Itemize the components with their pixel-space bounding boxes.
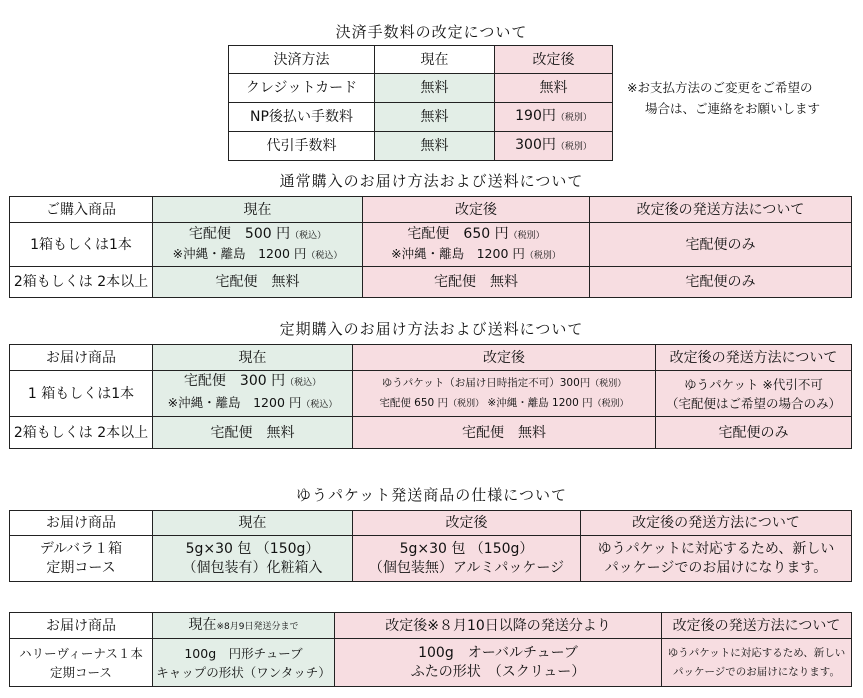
- regular-header-after: 改定後: [363, 197, 590, 223]
- payment-change-note: ※お支払方法のご変更をご希望の 場合は、ご連絡をお願いします: [627, 80, 821, 116]
- hv-header-current: 現在※8月9日発送分まで: [153, 613, 335, 639]
- section1-title: 決済手数料の改定について: [335, 23, 528, 41]
- spec-row-method: ゆうパケットに対応するため、新しい パッケージでのお届けになります。: [581, 536, 852, 582]
- regular-header-product: ご購入商品: [10, 197, 153, 223]
- spec-header-current: 現在: [153, 511, 353, 536]
- spec-row-product: デルバラ１箱 定期コース: [10, 536, 153, 582]
- hv-header-after: 改定後※８月10日以降の発送分より: [335, 613, 662, 639]
- spec-row-current: 5g×30 包 （150g） （個包装有）化粧箱入: [153, 536, 353, 582]
- subscription-shipping-table: [9, 344, 852, 449]
- hv-row-after: 100g オーバルチューブ ふたの形状 （スクリュー）: [335, 639, 662, 687]
- fee-row-after: 無料: [495, 74, 613, 103]
- regular-header-current: 現在: [153, 197, 363, 223]
- sub-row-current: 宅配便 300 円（税込） ※沖縄・離島 1200 円（税込）: [153, 371, 353, 417]
- fee-row-after: 190円（税別）: [495, 103, 613, 132]
- fee-row-after: 300円（税別）: [495, 132, 613, 161]
- sub-row-current: 宅配便 無料: [153, 417, 353, 449]
- hv-row-product: ハリーヴィーナス１本 定期コース: [10, 639, 153, 687]
- hv-header-method: 改定後の発送方法について: [662, 613, 852, 639]
- sub-header-product: お届け商品: [10, 345, 153, 371]
- fee-row-method: クレジットカード: [229, 74, 375, 103]
- fee-row-current: 無料: [375, 103, 495, 132]
- regular-row-after: 宅配便 650 円（税別） ※沖縄・離島 1200 円（税別）: [363, 223, 590, 267]
- fee-table: [228, 45, 613, 161]
- section4-title: ゆうパケット発送商品の仕様について: [296, 486, 567, 504]
- harry-venus-spec-table: [9, 612, 852, 687]
- regular-header-method: 改定後の発送方法について: [590, 197, 852, 223]
- spec-header-product: お届け商品: [10, 511, 153, 536]
- yupacket-spec-table: [9, 510, 852, 582]
- regular-row-method: 宅配便のみ: [590, 223, 852, 267]
- sub-row-after: ゆうパケット（お届け日時指定不可）300円（税別） 宅配便 650 円（税別） ※沖縄・離島 1200 円（税別）: [353, 371, 656, 417]
- section2-title: 通常購入のお届け方法および送料について: [279, 172, 584, 190]
- regular-row-product: 2箱もしくは 2本以上: [10, 267, 153, 298]
- section3-title: 定期購入のお届け方法および送料について: [279, 320, 584, 338]
- fee-header-current: 現在: [375, 46, 495, 74]
- fee-row-method: NP後払い手数料: [229, 103, 375, 132]
- fee-row-method: 代引手数料: [229, 132, 375, 161]
- sub-header-after: 改定後: [353, 345, 656, 371]
- sub-row-product: 1 箱もしくは1本: [10, 371, 153, 417]
- hv-header-product: お届け商品: [10, 613, 153, 639]
- hv-row-current: 100g 円形チューブ キャップの形状（ワンタッチ）: [153, 639, 335, 687]
- fee-header-method: 決済方法: [229, 46, 375, 74]
- spec-row-after: 5g×30 包 （150g） （個包装無）アルミパッケージ: [353, 536, 581, 582]
- regular-row-method: 宅配便のみ: [590, 267, 852, 298]
- fee-header-after: 改定後: [495, 46, 613, 74]
- sub-header-current: 現在: [153, 345, 353, 371]
- regular-row-after: 宅配便 無料: [363, 267, 590, 298]
- regular-row-product: 1箱もしくは1本: [10, 223, 153, 267]
- sub-row-method: 宅配便のみ: [656, 417, 852, 449]
- hv-row-method: ゆうパケットに対応するため、新しい パッケージでのお届けになります。: [662, 639, 852, 687]
- sub-row-method: ゆうパケット ※代引不可 （宅配便はご希望の場合のみ）: [656, 371, 852, 417]
- fee-row-current: 無料: [375, 132, 495, 161]
- fee-row-current: 無料: [375, 74, 495, 103]
- regular-shipping-table: [9, 196, 852, 298]
- regular-row-current: 宅配便 500 円（税込） ※沖縄・離島 1200 円（税込）: [153, 223, 363, 267]
- sub-row-after: 宅配便 無料: [353, 417, 656, 449]
- sub-row-product: 2箱もしくは 2本以上: [10, 417, 153, 449]
- sub-header-method: 改定後の発送方法について: [656, 345, 852, 371]
- regular-row-current: 宅配便 無料: [153, 267, 363, 298]
- spec-header-after: 改定後: [353, 511, 581, 536]
- spec-header-method: 改定後の発送方法について: [581, 511, 852, 536]
